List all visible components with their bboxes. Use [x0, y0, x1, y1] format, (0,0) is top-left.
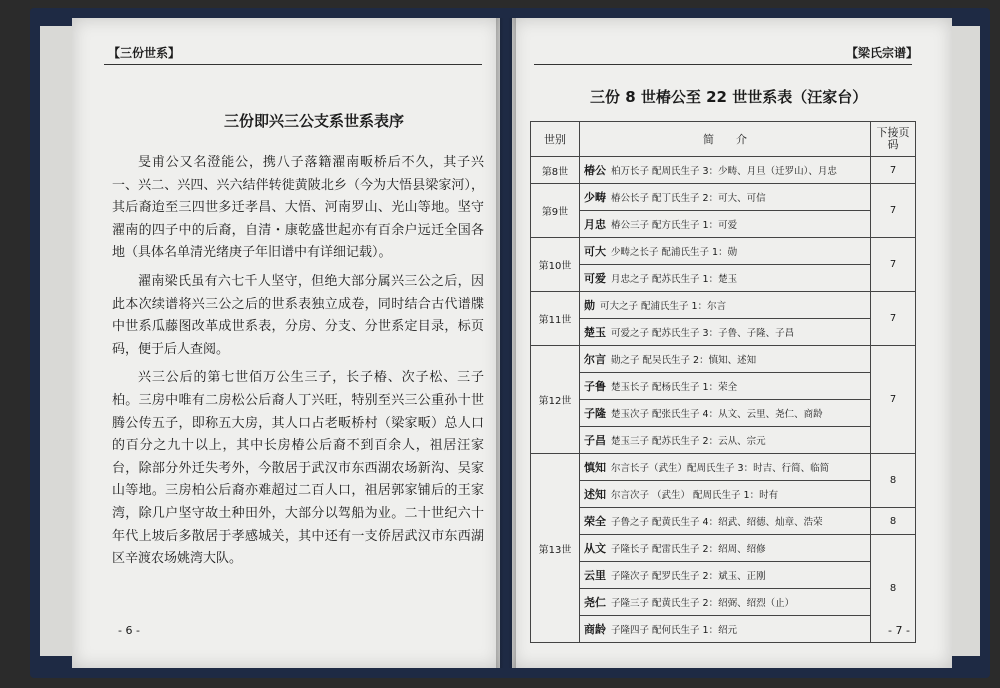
table-row	[531, 508, 916, 535]
book-gutter	[496, 18, 516, 668]
table-row	[531, 616, 916, 643]
person-description: 子隆三子 配黄氏生子 2：绍弼、绍烈（止）	[611, 598, 795, 609]
person-name: 少畴	[584, 191, 606, 204]
page-edges-left	[40, 26, 72, 656]
person-description: 子隆长子 配雷氏生子 2：绍周、绍修	[611, 544, 766, 555]
table-row	[531, 265, 916, 292]
person-name: 云里	[584, 569, 606, 582]
introduction-cell	[580, 184, 871, 211]
generation-cell: 第10世	[531, 238, 580, 292]
person-name: 从文	[584, 542, 606, 555]
table-row	[531, 535, 916, 562]
person-name: 子隆	[584, 407, 606, 420]
next-page-cell: 8	[871, 535, 916, 643]
person-description: 少畴之长子 配浦氏生子 1：勋	[611, 247, 738, 258]
left-header-rule	[104, 64, 482, 65]
table-row	[531, 184, 916, 211]
person-name: 子鲁	[584, 380, 606, 393]
introduction-cell	[580, 589, 871, 616]
right-page-number: - 7 -	[888, 624, 910, 637]
page-edges-right	[952, 26, 980, 656]
generation-cell: 第13世	[531, 454, 580, 643]
right-running-head: 【梁氏宗谱】	[846, 46, 919, 60]
table-row	[531, 211, 916, 238]
next-page-cell: 7	[871, 184, 916, 238]
person-description: 子鲁之子 配黄氏生子 4：绍武、绍德、灿章、浩荣	[611, 517, 823, 528]
person-name: 荣全	[584, 515, 606, 528]
next-page-cell: 8	[871, 508, 916, 535]
table-row	[531, 238, 916, 265]
person-description: 楚玉次子 配张氏生子 4：从文、云里、尧仁、商龄	[611, 409, 823, 420]
introduction-cell	[580, 616, 871, 643]
person-description: 椿公三子 配方氏生子 1：可爱	[611, 220, 738, 231]
person-name: 可大	[584, 245, 606, 258]
introduction-cell	[580, 562, 871, 589]
table-row	[531, 319, 916, 346]
header-introduction: 简 介	[580, 122, 871, 157]
introduction-cell	[580, 508, 871, 535]
introduction-cell	[580, 427, 871, 454]
person-name: 椿公	[584, 164, 606, 177]
preface-paragraph: 兴三公后的第七世佰万公生三子，长子椿、次子松、三子柏。三房中唯有二房松公后裔人丁兴旺，特别至兴三公重孙十世腾公传五子，即称五大房，其人口占老畈桥村（梁家畈）总人口的百分之九十以上，其中长房椿公后裔不到百余人，祖居汪家台，除部分外迁失考外，今散居于武汉市东西湖农场新沟、吴家山等地。三房柏公后裔亦难超过二百人口，祖居郭家铺后的王家湾，除几户坚守故土种田外，大部分以驾船为业。二十世纪六十年代上坡后多散居于孝感城关，其中还有一支侨居武汉市东西湖区辛渡农场姚湾大队。	[112, 370, 484, 567]
person-description: 椿公长子 配丁氏生子 2：可大、可信	[611, 193, 766, 204]
generation-cell: 第12世	[531, 346, 580, 454]
next-page-cell: 8	[871, 454, 916, 508]
table-row	[531, 427, 916, 454]
person-description: 可爱之子 配苏氏生子 3：子鲁、子隆、子昌	[611, 328, 795, 339]
header-next-page: 下接页码	[871, 122, 916, 157]
table-row	[531, 346, 916, 373]
genealogy-table	[530, 121, 916, 643]
introduction-cell	[580, 373, 871, 400]
right-header-rule	[534, 64, 912, 65]
person-name: 商龄	[584, 623, 606, 636]
person-name: 可爱	[584, 272, 606, 285]
left-page-number: - 6 -	[118, 624, 140, 637]
person-description: 子隆次子 配罗氏生子 2：斌玉、正刚	[611, 571, 766, 582]
table-row	[531, 157, 916, 184]
introduction-cell	[580, 400, 871, 427]
table-row	[531, 562, 916, 589]
preface-paragraph: 濯南梁氏虽有六七千人坚守，但绝大部分属兴三公之后，因此本次续谱将兴三公之后的世系表独立成卷，同时结合古代谱牒中世系瓜藤图改革成世系表，分房、分支、分世系定目录，标页码，便于后人查阅。	[112, 273, 484, 357]
person-name: 楚玉	[584, 326, 606, 339]
next-page-cell: 7	[871, 157, 916, 184]
preface-paragraph: 旻甫公又名澄能公，携八子落籍濯南畈桥后不久，其子兴一、兴二、兴四、兴六结伴转徙黄陂北乡（今为大悟县梁家河），其后裔迨至三四世多迁孝昌、大悟、河南罗山、光山等地。坚守濯南的四子中的后裔，自清・康乾盛世起亦有百余户远迁全国各地（具体名单清光绪庚子年旧谱中有详细记载）。	[112, 155, 484, 261]
person-name: 月忠	[584, 218, 606, 231]
person-description: 勋之子 配吴氏生子 2：慎知、述知	[611, 355, 757, 366]
person-name: 述知	[584, 488, 606, 501]
person-description: 尔言长子（武生）配周氏生子 3：时吉、行简、临简	[611, 463, 830, 474]
person-name: 子昌	[584, 434, 606, 447]
table-row	[531, 589, 916, 616]
introduction-cell	[580, 265, 871, 292]
person-description: 月忠之子 配苏氏生子 1：楚玉	[611, 274, 738, 285]
preface-text	[112, 152, 484, 577]
introduction-cell	[580, 535, 871, 562]
person-description: 尔言次子 （武生） 配周氏生子 1：时有	[611, 490, 779, 501]
generation-cell: 第9世	[531, 184, 580, 238]
person-description: 可大之子 配浦氏生子 1：尔言	[600, 301, 727, 312]
header-generation: 世别	[531, 122, 580, 157]
introduction-cell	[580, 211, 871, 238]
person-description: 子隆四子 配何氏生子 1：绍元	[611, 625, 738, 636]
right-page-title: 三份 8 世椿公至 22 世世系表（汪家台）	[590, 88, 868, 106]
table-row	[531, 454, 916, 481]
generation-cell: 第11世	[531, 292, 580, 346]
table-row	[531, 400, 916, 427]
next-page-cell: 7	[871, 238, 916, 292]
person-description: 楚玉长子 配杨氏生子 1：荣全	[611, 382, 738, 393]
introduction-cell	[580, 454, 871, 481]
introduction-cell	[580, 292, 871, 319]
person-description: 柏万长子 配周氏生子 3：少畴、月旦（迁罗山）、月忠	[611, 166, 837, 177]
person-name: 尔言	[584, 353, 606, 366]
next-page-cell: 7	[871, 346, 916, 454]
person-name: 尧仁	[584, 596, 606, 609]
introduction-cell	[580, 481, 871, 508]
table-row	[531, 481, 916, 508]
table-row	[531, 292, 916, 319]
introduction-cell	[580, 346, 871, 373]
generation-cell: 第8世	[531, 157, 580, 184]
next-page-cell: 7	[871, 292, 916, 346]
table-row	[531, 373, 916, 400]
left-page-title: 三份即兴三公支系世系表序	[224, 112, 405, 130]
person-description: 楚玉三子 配苏氏生子 2：云从、宗元	[611, 436, 766, 447]
left-running-head: 【三份世系】	[108, 46, 181, 60]
person-name: 勋	[584, 299, 595, 312]
introduction-cell	[580, 157, 871, 184]
table-header-row	[531, 122, 916, 157]
person-name: 慎知	[584, 461, 606, 474]
introduction-cell	[580, 238, 871, 265]
introduction-cell	[580, 319, 871, 346]
